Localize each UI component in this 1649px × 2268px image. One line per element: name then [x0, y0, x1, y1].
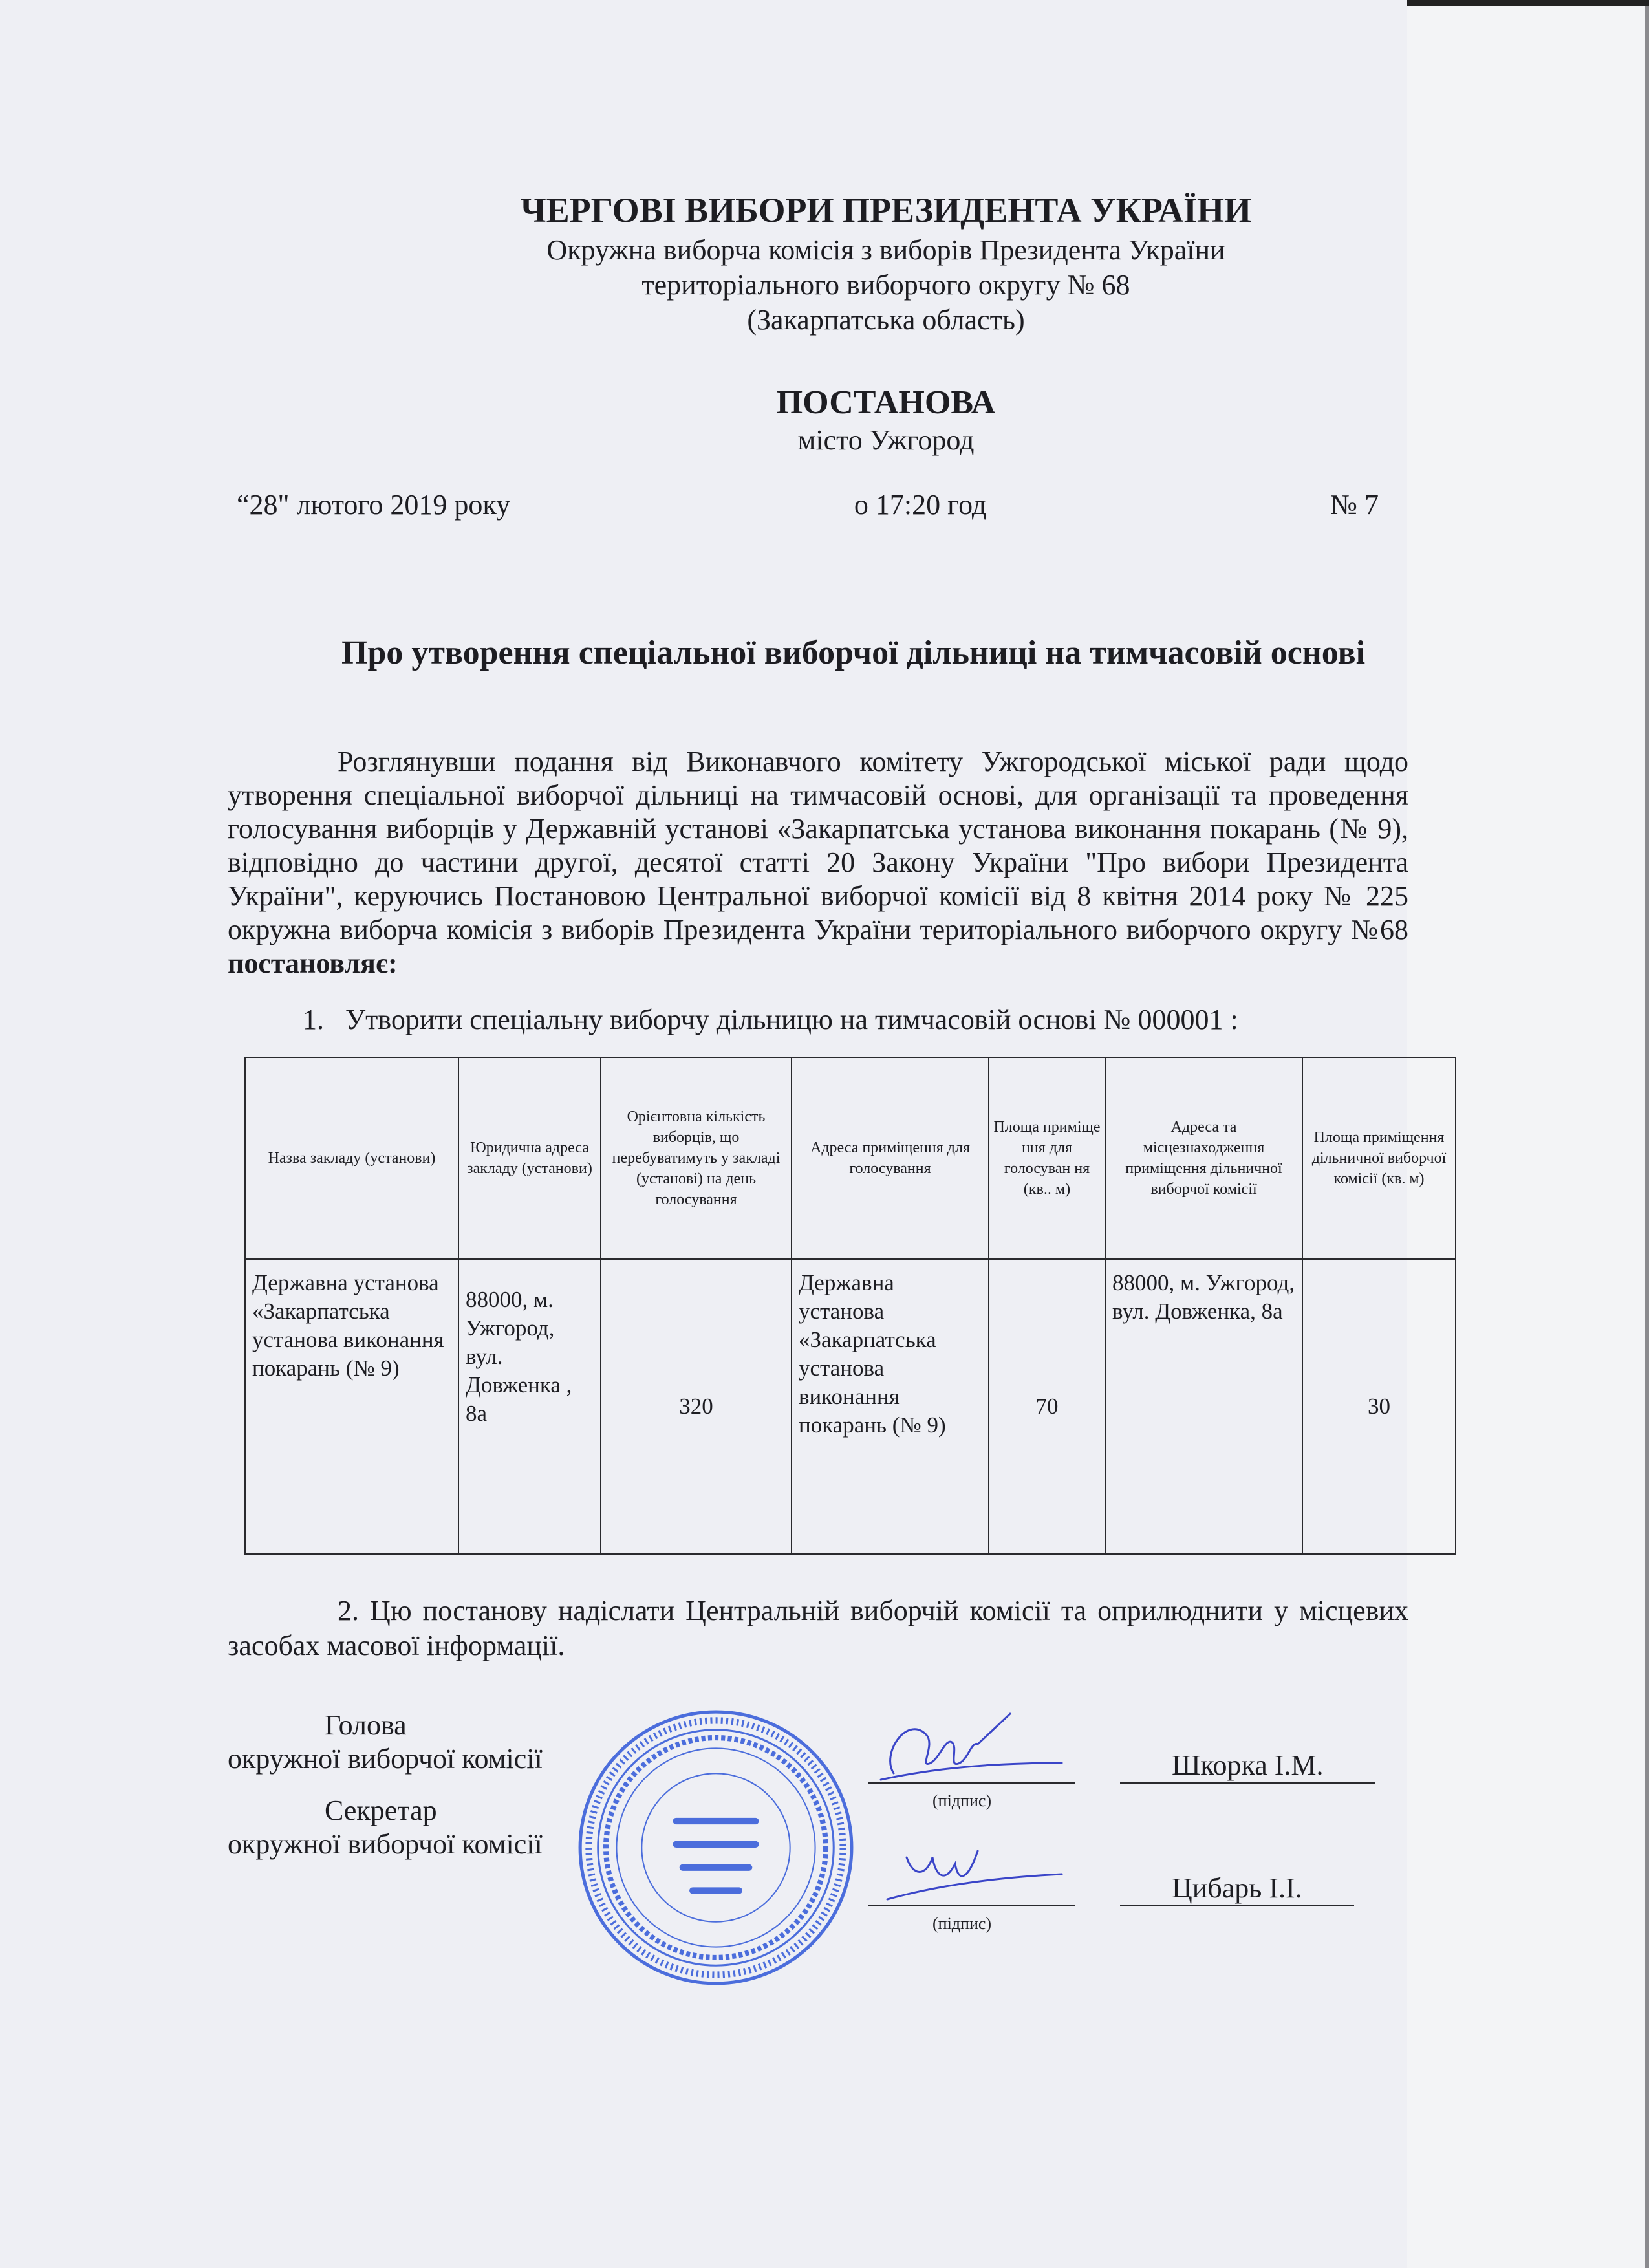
header-commission-address: Адреса та місцезнаходження приміщення дільничної виборчої комісії	[1105, 1057, 1302, 1259]
header-voting-address: Адреса приміщення для голосування	[792, 1057, 989, 1259]
election-title: ЧЕРГОВІ ВИБОРИ ПРЕЗИДЕНТА УКРАЇНИ	[520, 191, 1252, 230]
chair-signature-hint: (підпис)	[932, 1791, 992, 1810]
preamble-paragraph	[228, 745, 1408, 980]
signature-block	[228, 1709, 1408, 2013]
signature-column	[868, 1709, 1088, 1935]
document-city: місто Ужгород	[797, 424, 975, 456]
cell-commission-area: 30	[1302, 1259, 1456, 1554]
document-number: № 7	[1330, 489, 1379, 521]
chair-body: окружної виборчої комісії	[228, 1743, 543, 1775]
secretary-role: Секретар	[325, 1795, 437, 1826]
secretary-name-slot	[1120, 1831, 1456, 1935]
table-header-row	[245, 1057, 1456, 1259]
chair-signature-slot	[868, 1709, 1088, 1812]
secretary-signature-hint: (підпис)	[932, 1914, 992, 1933]
header-legal-address: Юридична адреса закладу (установи)	[458, 1057, 601, 1259]
chair-name-slot	[1120, 1709, 1456, 1812]
chair-signature	[868, 1709, 1081, 1786]
document-type: ПОСТАНОВА	[776, 384, 996, 421]
header-voters-count: Орієнтовна кількість виборців, що перебуватимуть у закладі (установі) на день голосування	[601, 1057, 792, 1259]
cell-voting-address: Державна установа «Закарпатська установа виконання покарань (№ 9)	[792, 1259, 989, 1554]
official-stamp	[577, 1709, 855, 1987]
secretary-signature-line	[868, 1905, 1075, 1906]
secretary-body: окружної виборчої комісії	[228, 1828, 543, 1860]
item-2: 2. Цю постанову надіслати Центральній виборчій комісії та оприлюднити у місцевих засобах масової інформації.	[228, 1595, 1408, 1661]
signatory-names	[1120, 1709, 1456, 1935]
header-commission-area: Площа приміщення дільничної виборчої комісії (кв. м)	[1302, 1057, 1456, 1259]
polling-station-table	[244, 1057, 1456, 1555]
secretary-signature	[868, 1831, 1081, 1909]
document-date: “28" лютого 2019 року	[237, 489, 511, 521]
cell-commission-address: 88000, м. Ужгород, вул. Довженка, 8а	[1105, 1259, 1302, 1554]
cell-institution-name: Державна установа «Закарпатська установа виконання покарань (№ 9)	[245, 1259, 458, 1554]
secretary-signature-slot	[868, 1831, 1088, 1935]
commission-name: Окружна виборча комісія з виборів Президента України	[546, 234, 1225, 266]
document-time: о 17:20 год	[854, 489, 987, 521]
cell-voting-area: 70	[989, 1259, 1105, 1554]
scanner-corner	[1407, 0, 1649, 6]
signature-labels	[228, 1709, 564, 1861]
region-name: (Закарпатська область)	[747, 304, 1025, 336]
item-1-text: Утворити спеціальну виборчу дільницю на тимчасовій основі № 000001 :	[345, 1004, 1238, 1035]
scanner-edge	[1645, 0, 1649, 2268]
cell-voters-count: 320	[601, 1259, 792, 1554]
item-1-number: 1.	[303, 1004, 324, 1035]
resolves-word: постановляє:	[228, 947, 398, 979]
stamp-zone	[577, 1709, 855, 1987]
item-1	[228, 1002, 1408, 1037]
header-institution-name: Назва закладу (установи)	[245, 1057, 458, 1259]
secretary-name: Цибарь І.І.	[1120, 1872, 1354, 1906]
chair-role: Голова	[325, 1709, 407, 1741]
document-meta	[228, 488, 1408, 523]
document-title: Про утворення спеціальної виборчої дільниці на тимчасовій основі	[341, 634, 1366, 671]
preamble-text: Розглянувши подання від Виконавчого комітету Ужгородської міської ради щодо утворення спеціальної виборчої дільниці на тимчасовій основі, для організації та проведення голосування виборців у Державній установі «Закарпатська установа виконання покарань (№ 9), відповідно до частини другої, десятої статті 20 Закону України "Про вибори Президента України", керуючись Постановою Центральної виборчої комісії від 8 квітня 2014 року № 225 окружна виборча комісія з виборів Президента України територіального виборчого округу №68	[228, 746, 1408, 945]
cell-legal-address: 88000, м. Ужгород, вул. Довженка , 8а	[458, 1259, 601, 1554]
district-name: територіального виборчого округу № 68	[641, 269, 1130, 301]
table-row	[245, 1259, 1456, 1554]
header-voting-area: Площа приміще ння для голосуван ня (кв.. м)	[989, 1057, 1105, 1259]
document-body	[228, 188, 1447, 2013]
chair-name: Шкорка І.М.	[1120, 1749, 1375, 1784]
chair-signature-line	[868, 1782, 1075, 1784]
